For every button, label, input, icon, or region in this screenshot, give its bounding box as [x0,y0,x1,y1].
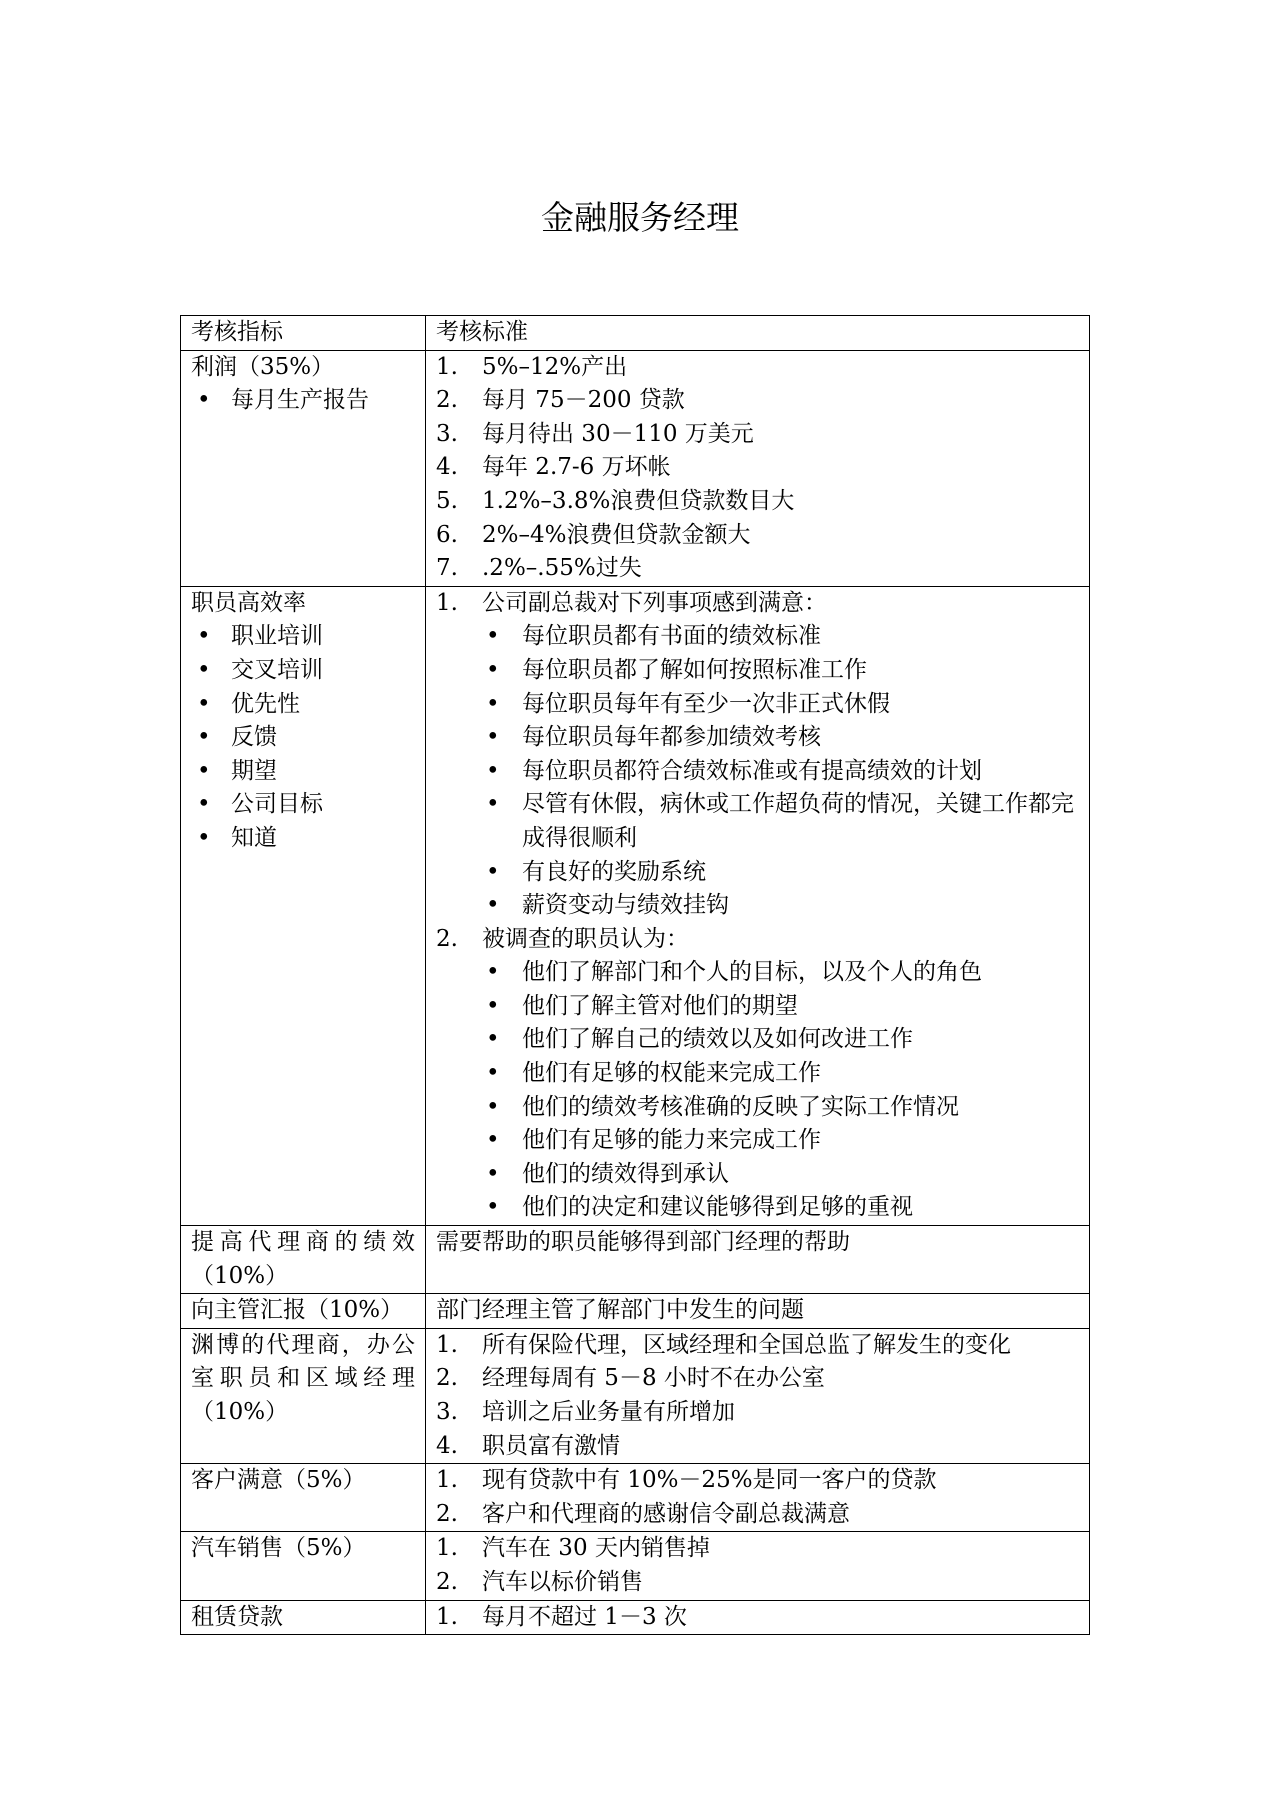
criteria-cell [426,1532,1090,1600]
criteria-subitem: • 每位职员每年有至少一次非正式休假 [436,688,1079,722]
indicator-label: 利润（35%） [191,353,335,380]
criteria-subitem: • 他们的绩效得到承认 [436,1158,1079,1192]
indicator-label: 租赁贷款 [191,1603,283,1630]
indicator-label: 提高代理商的绩效 [191,1229,415,1256]
indicator-label: 汽车销售（5%） [191,1535,366,1562]
criteria-item [436,418,1079,452]
item-text: 每月不超过 1－3 次 [482,1603,687,1630]
item-number: 1. [436,1603,458,1630]
item-number: 2. [436,925,458,952]
criteria-item [436,351,1079,385]
item-text: 2%–4%浪费但贷款金额大 [482,521,751,548]
item-text: 5%–12%产出 [482,353,628,380]
item-number: 2. [436,387,458,414]
item-text: 公司副总裁对下列事项感到满意： [482,589,827,616]
criteria-subitem: • 有良好的奖励系统 [436,856,1079,890]
criteria-cell [426,1294,1090,1329]
item-text: 每年 2.7-6 万坏帐 [482,454,671,481]
item-number: 3. [436,420,458,447]
indicator-label: （10%） [191,1399,289,1425]
criteria-subitem: • 他们有足够的权能来完成工作 [436,1057,1079,1091]
item-number: 1. [436,589,458,616]
indicator-label: 室职员和区域经理 [191,1365,415,1392]
criteria-cell [426,1600,1090,1635]
criteria-subitem: • 每位职员每年都参加绩效考核 [436,721,1079,755]
item-text: 客户和代理商的感谢信令副总裁满意 [482,1500,850,1527]
criteria-item [436,1464,1079,1498]
item-number: 4. [436,454,458,481]
item-number: 2. [436,1365,458,1392]
item-text: 所有保险代理，区域经理和全国总监了解发生的变化 [482,1331,1011,1358]
table-row [181,350,1090,586]
criteria-subitem: • 他们有足够的能力来完成工作 [436,1124,1079,1158]
criteria-subitem: • 他们的决定和建议能够得到足够的重视 [436,1191,1079,1225]
item-number: 1. [436,1331,458,1358]
indicator-cell [181,1226,426,1294]
criteria-subitem: • 薪资变动与绩效挂钩 [436,889,1079,923]
criteria-item [436,923,1079,957]
criteria-item [436,1430,1079,1464]
criteria-subitem: • 他们了解主管对他们的期望 [436,990,1079,1024]
indicator-cell [181,1532,426,1600]
item-number: 6. [436,521,458,548]
item-number: 1. [436,1467,458,1494]
table-row [181,1532,1090,1600]
column-header-indicator: 考核指标 [181,316,426,351]
criteria-subitem: • 每位职员都符合绩效标准或有提高绩效的计划 [436,755,1079,789]
criteria-subitem: • 他们的绩效考核准确的反映了实际工作情况 [436,1091,1079,1125]
item-text: 经理每周有 5－8 小时不在办公室 [482,1365,825,1392]
item-number: 5. [436,487,458,514]
indicator-bullet: • 交叉培训 [191,654,415,688]
criteria-subitem: • 尽管有休假，病休或工作超负荷的情况，关键工作都完成得很顺利 [436,788,1079,855]
indicator-label: （10%） [191,1262,289,1289]
indicator-cell [181,1294,426,1329]
criteria-item [436,451,1079,485]
table-row [181,1226,1090,1294]
criteria-item [436,1498,1079,1532]
indicator-bullet: • 知道 [191,822,415,856]
criteria-item [436,384,1079,418]
criteria-cell [426,1464,1090,1532]
indicator-bullet: • 职业培训 [191,620,415,654]
indicator-bullet: • 每月生产报告 [191,384,415,418]
item-text: 每月待出 30－110 万美元 [482,420,754,447]
table-row [181,1328,1090,1463]
criteria-item [436,1329,1079,1363]
item-number: 3. [436,1399,458,1425]
item-number: 7. [436,555,458,582]
criteria-item [436,1362,1079,1396]
indicator-cell [181,350,426,586]
criteria-cell [426,1328,1090,1463]
table-row [181,1294,1090,1329]
item-text: .2%–.55%过失 [482,555,642,582]
item-text: 职员富有激情 [482,1432,620,1459]
item-number: 4. [436,1432,458,1459]
criteria-text: 需要帮助的职员能够得到部门经理的帮助 [436,1229,850,1256]
item-text: 培训之后业务量有所增加 [482,1399,735,1425]
table-header-row [181,316,1090,351]
indicator-label: 职员高效率 [191,589,306,616]
page-title: 金融服务经理 [541,198,739,237]
item-text: 汽车在 30 天内销售掉 [482,1535,710,1562]
criteria-cell [426,350,1090,586]
criteria-text: 部门经理主管了解部门中发生的问题 [436,1297,804,1324]
item-number: 1. [436,353,458,380]
criteria-cell [426,1226,1090,1294]
criteria-item [436,519,1079,553]
indicator-bullet: • 期望 [191,755,415,789]
item-number: 2. [436,1568,458,1595]
item-text: 汽车以标价销售 [482,1568,643,1595]
table-row [181,586,1090,1225]
criteria-item [436,1601,1079,1635]
indicator-label: 渊博的代理商，办公 [191,1331,415,1358]
criteria-subitem: • 每位职员都了解如何按照标准工作 [436,654,1079,688]
item-text: 1.2%–3.8%浪费但贷款数目大 [482,487,795,514]
criteria-item [436,552,1079,586]
column-header-criteria: 考核标准 [426,316,1090,351]
indicator-label: 向主管汇报（10%） [191,1297,404,1324]
criteria-item [436,1396,1079,1430]
indicator-bullet: • 反馈 [191,721,415,755]
kpi-table [180,315,1090,1635]
item-text: 被调查的职员认为： [482,925,689,952]
indicator-bullet: • 优先性 [191,688,415,722]
indicator-cell [181,1464,426,1532]
indicator-bullet: • 公司目标 [191,788,415,822]
table-row [181,1464,1090,1532]
item-text: 现有贷款中有 10%－25%是同一客户的贷款 [482,1467,937,1494]
item-number: 2. [436,1500,458,1527]
criteria-item [436,1532,1079,1566]
item-text: 每月 75－200 贷款 [482,387,685,414]
criteria-subitem: • 他们了解自己的绩效以及如何改进工作 [436,1023,1079,1057]
criteria-subitem: • 每位职员都有书面的绩效标准 [436,620,1079,654]
indicator-cell [181,1600,426,1635]
table-row [181,1600,1090,1635]
criteria-subitem: • 他们了解部门和个人的目标，以及个人的角色 [436,956,1079,990]
criteria-item [436,587,1079,621]
criteria-item [436,485,1079,519]
criteria-item [436,1566,1079,1600]
criteria-cell [426,586,1090,1225]
indicator-cell [181,1328,426,1463]
indicator-label: 客户满意（5%） [191,1467,366,1494]
indicator-cell [181,586,426,1225]
item-number: 1. [436,1535,458,1562]
